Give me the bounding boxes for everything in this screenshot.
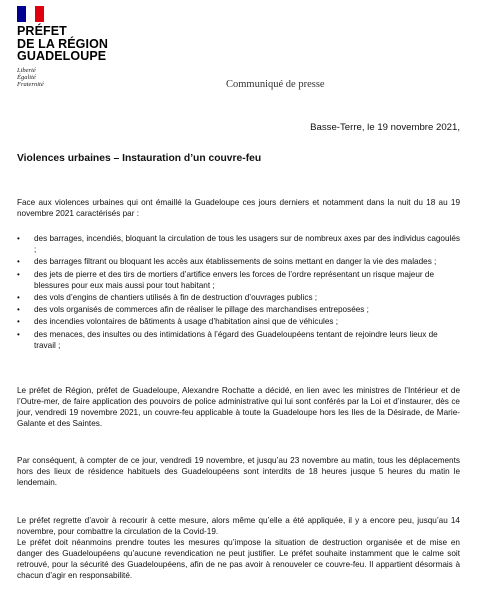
document-type: Communiqué de presse	[226, 79, 325, 90]
prefecture-name-line: DE LA RÉGION	[17, 36, 109, 51]
curfew-section	[17, 455, 460, 488]
place-and-date: Basse-Terre, le 19 novembre 2021,	[310, 122, 460, 133]
list-item: • des menaces, des insultes ou des intimidations à l’égard des Guadeloupéens tentant de rejoindre leurs lieux de travail ;	[17, 329, 460, 351]
list-item: • des barrages, incendiés, bloquant la circulation de tous les usagers sur de nombreux axes par des individus cagoulés ;	[17, 233, 460, 255]
decision-section	[17, 385, 460, 429]
regret-section	[17, 515, 460, 581]
prefecture-name	[17, 25, 177, 63]
list-item: • des vols d’engins de chantiers utilisés à fin de destruction d’ouvrages publics ;	[17, 292, 460, 303]
regret-paragraph: Le préfet regrette d’avoir à recourir à cette mesure, alors même qu’elle a été appliquée, il y a encore peu, jusqu’au 14 novembre, pour combattre la circulation de la Covid-19. Le préfet doit néanmoins prendre toutes les mesures qu’impose la situation de destruction organisée et de mise en danger des Guadeloupéens qu’aucune revendication ne peut justifier. Le préfet souhaite instamment que le calme soit retrouvé, pour la sécurité des Guadeloupéens, afin de ne pas avoir à renouveler ce couvre-feu. Il appartient désormais à chacun d’agir en responsabilité.	[17, 516, 460, 580]
intro-paragraph: Face aux violences urbaines qui ont émaillé la Guadeloupe ces jours derniers et notamment dans la nuit du 18 au 19 novembre 2021 caractérisés par :	[17, 198, 460, 218]
decision-paragraph: Le préfet de Région, préfet de Guadeloupe, Alexandre Rochatte a décidé, en lien avec les ministres de l’Intérieur et de l’Outre-mer, de faire application des pouvoirs de police administrative qui lui sont conférés par la Loi et d’instaurer, dès ce jour, vendredi 19 novembre 2021, un couvre-feu applicable à toute la Guadeloupe hors les Iles de la Désirade, de Marie-Galante et des Saintes.	[17, 386, 460, 428]
intro-section	[17, 197, 460, 219]
list-item: • des jets de pierre et des tirs de mortiers d’artifice envers les forces de l’ordre représentant un risque majeur de blessures pour eux mais aussi pour tout habitant ;	[17, 269, 460, 291]
curfew-paragraph: Par conséquent, à compter de ce jour, vendredi 19 novembre, et jusqu’au 23 novembre au matin, tous les déplacements hors des lieux de résidence habituels des Guadeloupéens sont interdits de 18 heures jusque 5 heures du matin le lendemain.	[17, 456, 460, 487]
prefecture-name-line: PRÉFET	[17, 24, 67, 38]
flag-blue-stripe	[17, 6, 26, 22]
press-release-title: Violences urbaines – Instauration d’un couvre-feu	[17, 153, 262, 164]
list-item: • des vols organisés de commerces afin de réaliser le pillage des marchandises entreposées ;	[17, 304, 460, 315]
motto-line: Égalité	[17, 73, 36, 81]
motto-line: Liberté	[17, 66, 36, 74]
republic-motto	[17, 67, 177, 88]
prefecture-logo	[17, 6, 177, 88]
list-item: • des barrages filtrant ou bloquant les accès aux établissements de soins mettant en danger la vie des malades ;	[17, 256, 460, 267]
list-item: • des incendies volontaires de bâtiments à usage d’habitation ainsi que de véhicules ;	[17, 316, 460, 327]
motto-line: Fraternité	[17, 80, 44, 88]
flag-red-stripe	[35, 6, 44, 22]
prefecture-name-line: GUADELOUPE	[17, 49, 107, 63]
flag-white-stripe	[26, 6, 35, 22]
violence-list	[17, 233, 460, 352]
marianne-flag-icon	[17, 6, 44, 22]
